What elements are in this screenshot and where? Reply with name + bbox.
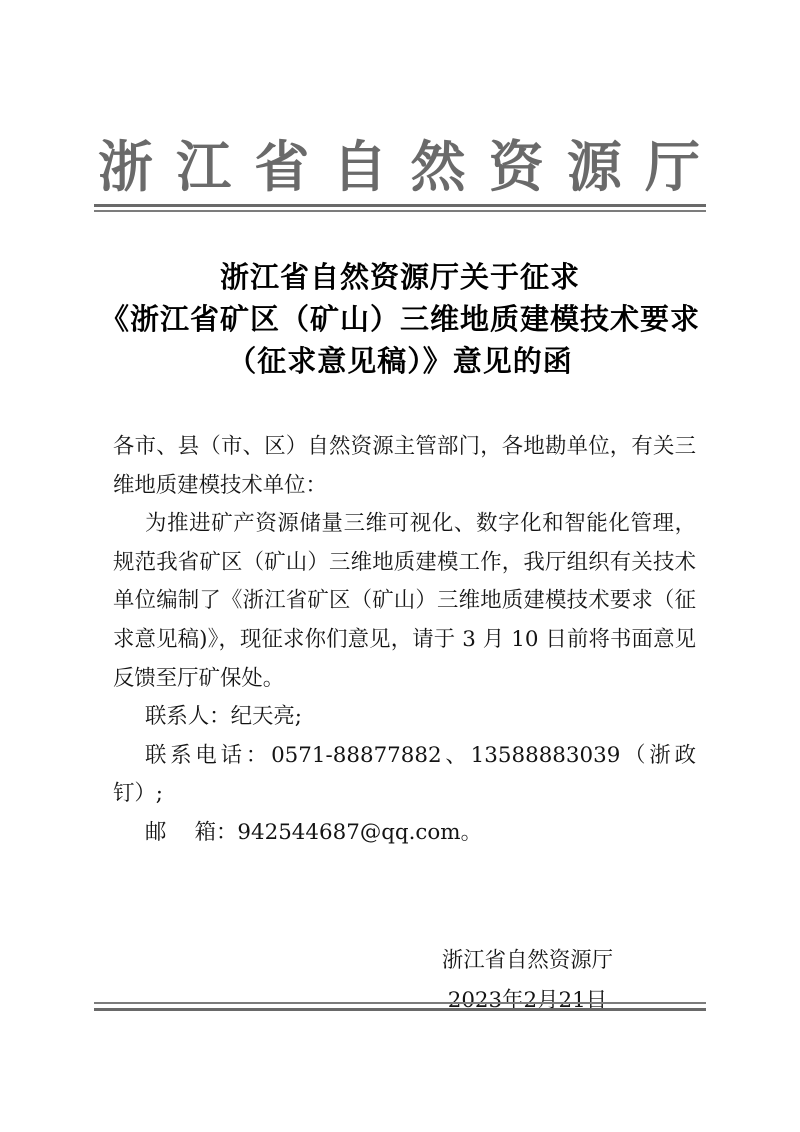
footer-divider-rule <box>94 1002 706 1011</box>
signature-agency: 浙江省自然资源厅 <box>441 947 613 973</box>
document-title <box>0 256 800 382</box>
salutation-paragraph: 各市、县（市、区）自然资源主管部门，各地勘单位，有关三维地质建模技术单位： <box>113 434 696 498</box>
signature-date: 2023年2月21日 <box>447 987 608 1013</box>
contact-person-line: 联系人：纪天亮; <box>145 704 302 730</box>
document-body <box>113 428 696 853</box>
document-title-line-3: （征求意见稿）》意见的函 <box>227 344 573 378</box>
contact-phone-line: 联系电话：0571-88877882、13588883039（浙政钉）; <box>113 742 696 807</box>
document-title-line-2: 《浙江省矿区（矿山）三维地质建模技术要求 <box>99 302 700 336</box>
document-title-line-1: 浙江省自然资源厅关于征求 <box>219 260 580 294</box>
letterhead-agency-name: 浙 江 省 自 然 资 源 厅 <box>97 134 703 199</box>
main-paragraph: 为推进矿产资源储量三维可视化、数字化和智能化管理，规范我省矿区（矿山）三维地质建模工作，我厅组织有关技术单位编制了《浙江省矿区（矿山）三维地质建模技术要求（征求意见稿)》，现征求你们意见，请于 3 月 10 日前将书面意见反馈至厅矿保处。 <box>113 511 696 691</box>
letterhead-divider-rule <box>94 204 706 212</box>
contact-email-line: 邮 箱：942544687@qq.com。 <box>145 819 482 845</box>
